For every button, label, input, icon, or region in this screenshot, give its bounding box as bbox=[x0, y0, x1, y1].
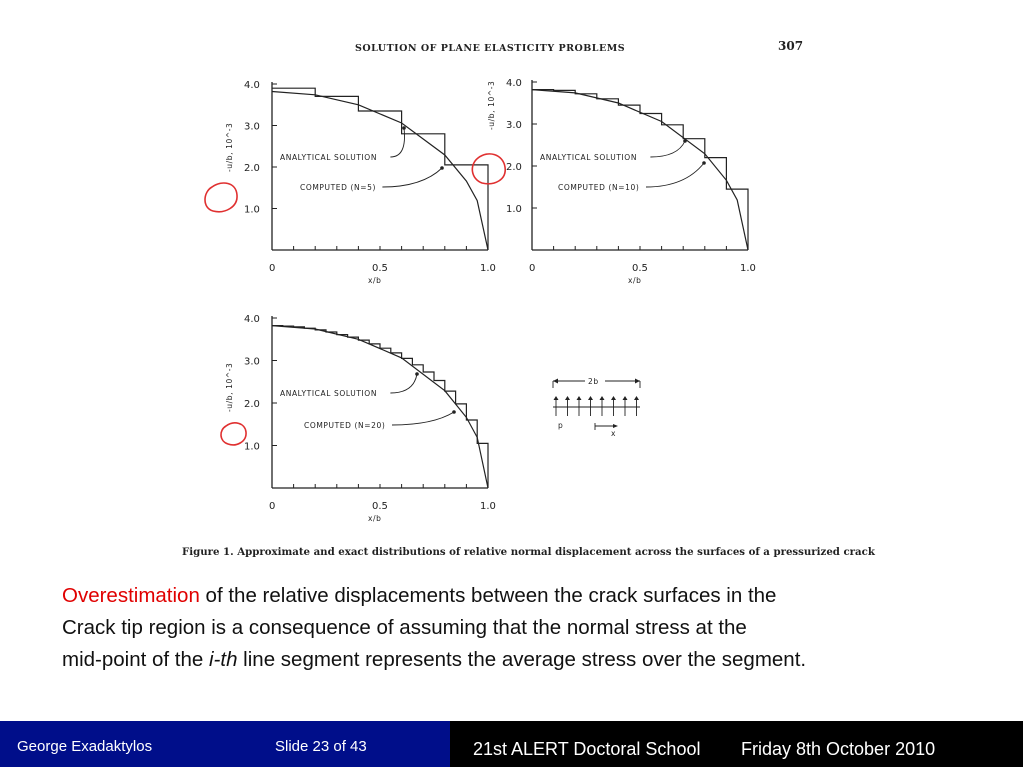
annotation-point bbox=[440, 166, 444, 170]
x-tick-label: 0.5 bbox=[372, 501, 388, 512]
x-coordinate-label: x bbox=[611, 429, 617, 438]
figure-caption: Figure 1. Approximate and exact distributions of relative normal displacement across the surfaces of a pressurized crack bbox=[182, 546, 875, 558]
pressure-arrowhead bbox=[634, 396, 639, 400]
annotation-point bbox=[683, 139, 687, 143]
overestimation-highlight: Overestimation bbox=[62, 584, 200, 607]
x-tick-label: 0 bbox=[529, 263, 536, 274]
y-axis-label: -u/b, 10^-3 bbox=[487, 80, 496, 130]
x-tick-label: 0 bbox=[269, 263, 276, 274]
footer-slide-number: Slide 23 of 43 bbox=[275, 738, 367, 755]
explanation-paragraph bbox=[62, 580, 1012, 676]
chart-n10 bbox=[487, 78, 756, 285]
y-tick-label: 4.0 bbox=[244, 314, 260, 325]
analytical-curve bbox=[272, 326, 488, 488]
x-tick-label: 1.0 bbox=[740, 263, 756, 274]
analytical-curve bbox=[272, 92, 488, 251]
x-tick-label: 0.5 bbox=[372, 263, 388, 274]
pressure-arrowhead bbox=[623, 396, 628, 400]
y-tick-label: 2.0 bbox=[506, 162, 522, 173]
annotation-point bbox=[415, 372, 419, 376]
pressure-arrowhead bbox=[554, 396, 559, 400]
page-number: 307 bbox=[778, 39, 804, 53]
y-axis-label: -u/b, 10^-3 bbox=[225, 122, 234, 172]
footer-bar bbox=[0, 721, 1023, 767]
chart-n5 bbox=[225, 80, 496, 285]
pressure-arrowhead bbox=[611, 396, 616, 400]
x-tick-label: 0.5 bbox=[632, 263, 648, 274]
red-annotation-circle bbox=[205, 183, 237, 212]
crack-diagram bbox=[553, 377, 640, 438]
x-axis-label: x/b bbox=[368, 276, 382, 285]
computed-label: COMPUTED (N=10) bbox=[558, 183, 640, 192]
y-tick-label: 3.0 bbox=[506, 120, 522, 131]
annotation-leader-line bbox=[382, 168, 442, 187]
annotation-leader-line bbox=[650, 141, 685, 157]
annotation-leader-line bbox=[392, 412, 454, 425]
x-tick-label: 0 bbox=[269, 501, 276, 512]
annotation-leader-line bbox=[390, 374, 417, 393]
pressure-label: p bbox=[558, 421, 564, 430]
paragraph-line-3-start: mid-point of the bbox=[62, 648, 209, 671]
footer-author: George Exadaktylos bbox=[17, 738, 153, 755]
pressure-arrowhead bbox=[565, 396, 570, 400]
x-tick-label: 1.0 bbox=[480, 263, 496, 274]
y-tick-label: 3.0 bbox=[244, 356, 260, 368]
y-tick-label: 2.0 bbox=[244, 399, 260, 410]
y-tick-label: 1.0 bbox=[244, 204, 260, 216]
y-tick-label: 1.0 bbox=[244, 441, 260, 453]
annotation-point bbox=[702, 161, 706, 165]
footer-date: Friday 8th October 2010 bbox=[741, 739, 936, 759]
y-tick-label: 4.0 bbox=[506, 78, 522, 89]
y-tick-label: 2.0 bbox=[244, 163, 260, 174]
crack-width-label: 2b bbox=[588, 377, 599, 386]
computed-label: COMPUTED (N=5) bbox=[300, 183, 377, 192]
paragraph-line-1: of the relative displacements between the crack surfaces in the bbox=[199, 584, 777, 607]
analytical-solution-label: ANALYTICAL SOLUTION bbox=[280, 153, 378, 162]
x-axis-label: x/b bbox=[628, 276, 642, 285]
annotation-point bbox=[402, 126, 406, 130]
paragraph-line-2: Crack tip region is a consequence of assuming that the normal stress at the bbox=[62, 616, 747, 639]
footer-event: 21st ALERT Doctoral School bbox=[473, 739, 701, 759]
annotation-point bbox=[452, 410, 456, 414]
red-annotation-circle bbox=[472, 154, 505, 184]
computed-step-series bbox=[272, 326, 488, 488]
pressure-arrowhead bbox=[588, 396, 593, 400]
red-annotation-circle bbox=[221, 423, 246, 445]
paragraph-line-3-italic: i-th bbox=[209, 648, 238, 671]
computed-step-series bbox=[272, 88, 488, 250]
pressure-arrowhead bbox=[600, 396, 605, 400]
annotation-leader-line bbox=[646, 163, 704, 187]
chart-n20 bbox=[225, 314, 496, 523]
y-axis-label: -u/b, 10^-3 bbox=[225, 362, 234, 412]
y-tick-label: 1.0 bbox=[506, 204, 522, 215]
y-tick-label: 3.0 bbox=[244, 121, 260, 133]
analytical-solution-label: ANALYTICAL SOLUTION bbox=[540, 153, 638, 162]
computed-label: COMPUTED (N=20) bbox=[304, 421, 386, 430]
computed-step-series bbox=[532, 90, 748, 250]
analytical-solution-label: ANALYTICAL SOLUTION bbox=[280, 389, 378, 398]
running-head: SOLUTION OF PLANE ELASTICITY PROBLEMS bbox=[355, 43, 626, 54]
x-tick-label: 1.0 bbox=[480, 501, 496, 512]
paragraph-line-3-end: line segment represents the average stress over the segment. bbox=[237, 648, 807, 671]
annotation-leader-line bbox=[390, 128, 404, 157]
pressure-arrowhead bbox=[577, 396, 582, 400]
x-axis-label: x/b bbox=[368, 514, 382, 523]
y-tick-label: 4.0 bbox=[244, 80, 260, 91]
